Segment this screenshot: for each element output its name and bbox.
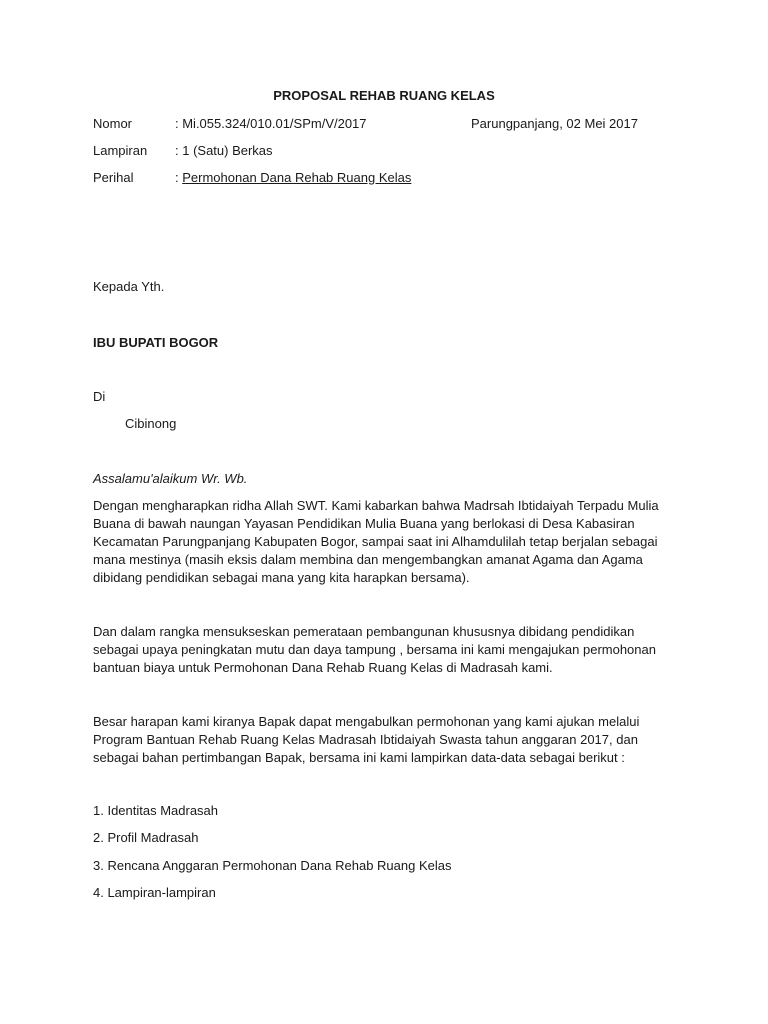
document-title: PROPOSAL REHAB RUANG KELAS	[273, 88, 495, 103]
perihal-label: Perihal	[93, 170, 134, 185]
attachment-item-2: 2. Profil Madrasah	[93, 830, 199, 845]
paragraph-1: Dengan mengharapkan ridha Allah SWT. Kami kabarkan bahwa Madrsah Ibtidaiyah Terpadu Mulia Buana di bawah naungan Yayasan Pendidikan Mulia Buana yang berlokasi di Desa Kabasiran Kecamatan Parungpanjang Kabupaten Bogor, sampai saat ini Alhamdulilah tetap berjalan sebagai mana mestinya (masih eksis dalam membina dan mengembangkan amanat Agama dan Agama dibidang pendidikan sebagai mana yang kita harapkan bersama).	[93, 498, 659, 585]
recipient-intro: Kepada Yth.	[93, 279, 165, 294]
attachment-item-4: 4. Lampiran-lampiran	[93, 885, 216, 900]
letter-date: Parungpanjang, 02 Mei 2017	[471, 116, 638, 131]
perihal-row	[93, 170, 693, 188]
paragraph-2: Dan dalam rangka mensukseskan pemerataan pembangunan khususnya dibidang pendidikan sebagai upaya peningkatan mutu dan daya tampung , bersama ini kami mengajukan permohonan bantuan biaya untuk Permohonan Dana Rehab Ruang Kelas di Madrasah kami.	[93, 624, 656, 675]
attachment-item-3: 3. Rencana Anggaran Permohonan Dana Rehab Ruang Kelas	[93, 858, 452, 873]
paragraph-3: Besar harapan kami kiranya Bapak dapat mengabulkan permohonan yang kami ajukan melalui Program Bantuan Rehab Ruang Kelas Madrasah Ibtidaiyah Swasta tahun anggaran 2017, dan sebagai bahan pertimbangan Bapak, bersama ini kami lampirkan data-data sebagai berikut :	[93, 714, 640, 765]
perihal-value: Permohonan Dana Rehab Ruang Kelas	[182, 170, 412, 185]
recipient-name: IBU BUPATI BOGOR	[93, 335, 219, 350]
recipient-place: Cibinong	[125, 416, 177, 431]
perihal-value-wrap	[175, 170, 411, 185]
lampiran-label: Lampiran	[93, 143, 148, 158]
nomor-label: Nomor	[93, 116, 133, 131]
recipient-di: Di	[93, 389, 106, 404]
lampiran-row	[93, 143, 693, 161]
nomor-row	[93, 116, 693, 134]
nomor-value: : Mi.055.324/010.01/SPm/V/2017	[175, 116, 367, 131]
lampiran-value: : 1 (Satu) Berkas	[175, 143, 273, 158]
greeting: Assalamu'alaikum Wr. Wb.	[93, 471, 248, 486]
attachment-item-1: 1. Identitas Madrasah	[93, 803, 219, 818]
perihal-colon: :	[175, 170, 183, 185]
